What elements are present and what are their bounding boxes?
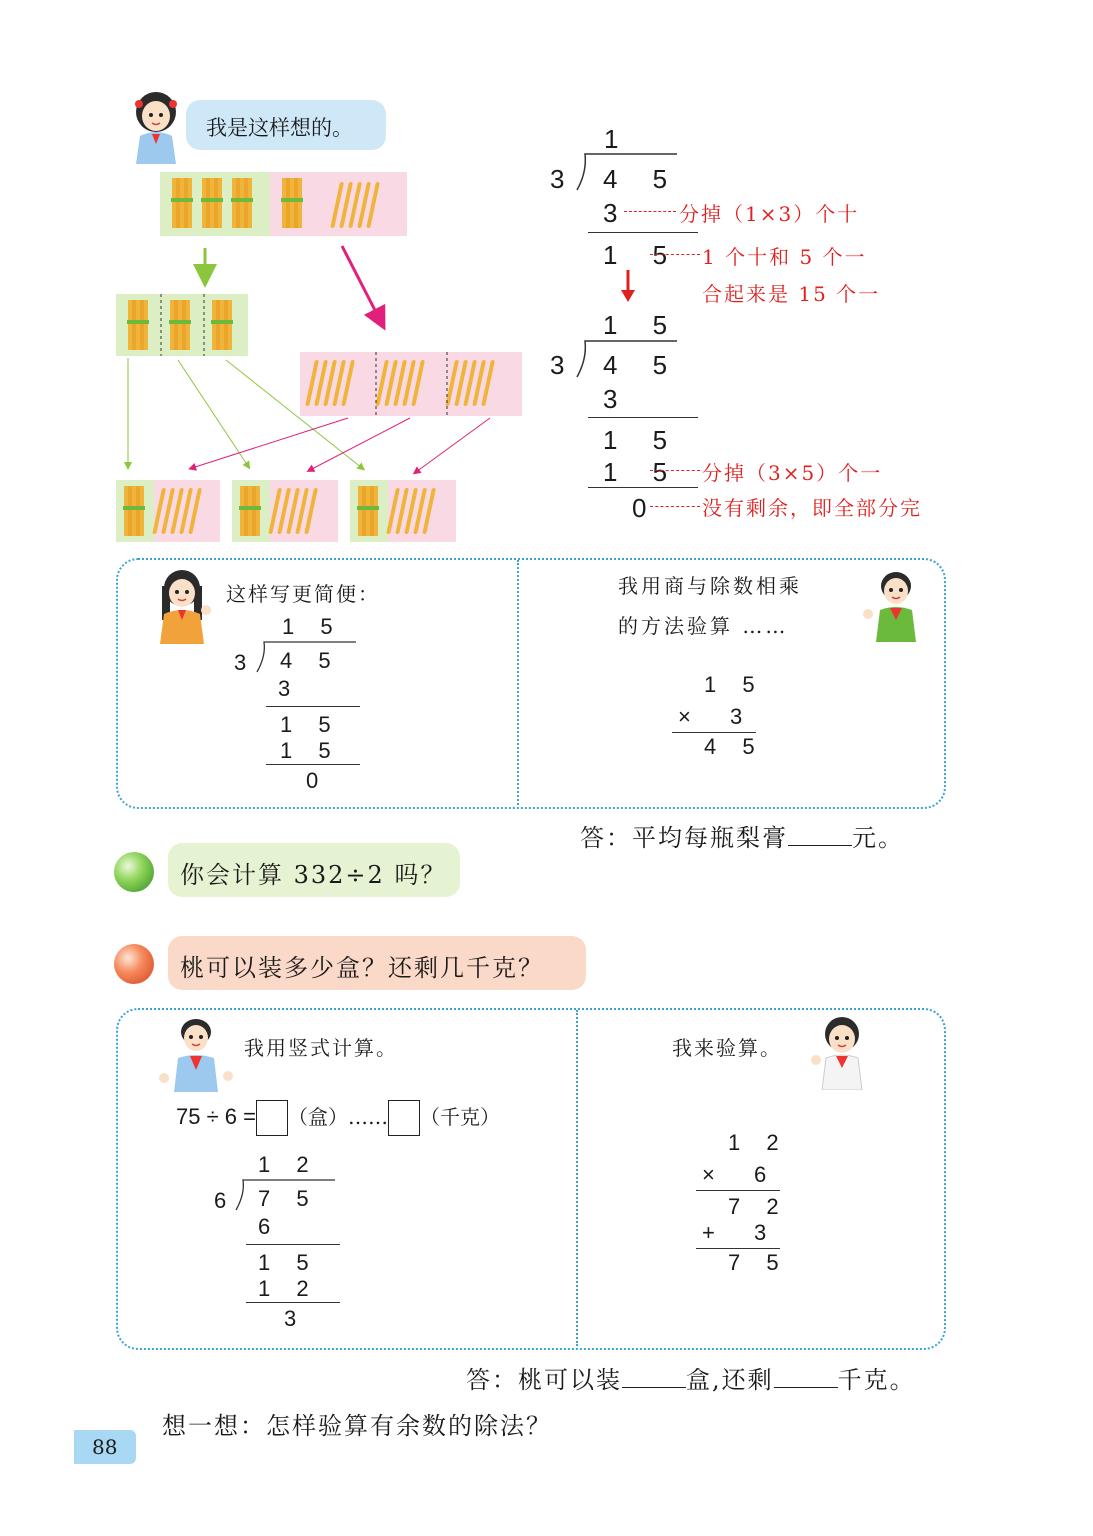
speech-bubble-top — [186, 100, 386, 150]
subtract-2: 1 2 — [258, 1276, 319, 1301]
note-5: 没有剩余，即全部分完 — [702, 496, 922, 520]
unit-boxes: （盒）…… — [287, 1104, 388, 1129]
question-2-text: 桃可以装多少盒？还剩几千克？ — [180, 954, 544, 982]
note-1: 分掉（1×3）个十 — [679, 202, 860, 226]
divisor: 6 — [214, 1188, 237, 1213]
sticks-diagram — [110, 168, 530, 548]
subtract-2: 1 5 — [603, 457, 682, 487]
subtract-1: 3 — [603, 198, 632, 228]
remainder-2: 0 — [632, 493, 661, 523]
factor-2: 6 — [754, 1162, 777, 1187]
subtract-1: 6 — [258, 1214, 281, 1239]
dividend: 7 5 — [258, 1186, 319, 1211]
divisor: 3 — [550, 164, 579, 194]
orange-ball-icon — [114, 944, 154, 984]
quotient-digit: 1 — [604, 124, 633, 154]
dividend: 4 5 — [603, 350, 682, 380]
girl-avatar-top — [128, 88, 184, 164]
plus-sign: + — [702, 1220, 725, 1245]
dividend: 4 5 — [603, 164, 682, 194]
subtract-1: 3 — [278, 676, 301, 701]
answer-1-prefix: 答：平均每瓶梨膏 — [580, 824, 788, 852]
total: 7 5 — [728, 1250, 789, 1275]
factor-1: 1 2 — [728, 1130, 789, 1155]
product: 4 5 — [704, 734, 765, 759]
green-ball-icon — [114, 852, 154, 892]
answer-2-blank-kg[interactable] — [774, 1363, 838, 1388]
panel1-right-text-2: 的方法验算 …… — [618, 614, 789, 638]
panel2-left-text: 我用竖式计算。 — [244, 1036, 398, 1060]
answer-1-blank[interactable] — [788, 821, 852, 846]
answer-2 — [466, 1360, 916, 1395]
answer-2-mid: 盒,还剩 — [686, 1366, 774, 1394]
think-question: 想一想：怎样验算有余数的除法？ — [162, 1412, 552, 1440]
remainder-1: 1 5 — [603, 240, 682, 270]
times-sign: × — [702, 1162, 725, 1187]
divisor: 3 — [550, 350, 579, 380]
note-4: 分掉（3×5）个一 — [702, 461, 883, 485]
divisor: 3 — [234, 650, 257, 675]
question-2-bubble — [168, 936, 586, 990]
quotient-answer-box[interactable] — [256, 1100, 288, 1136]
quotient: 1 5 — [603, 310, 682, 340]
answer-2-prefix: 答：桃可以装 — [466, 1366, 622, 1394]
remainder-1: 1 5 — [280, 712, 341, 737]
times-sign: × — [678, 704, 701, 729]
remainder-1: 1 5 — [258, 1250, 319, 1275]
subtract-1: 3 — [603, 384, 632, 414]
note-3: 合起来是 15 个一 — [702, 282, 881, 306]
girl-avatar-panel2 — [810, 1014, 876, 1090]
remainder-1: 1 5 — [603, 425, 682, 455]
panel1-right-text-1: 我用商与除数相乘 — [618, 574, 802, 598]
boy-avatar-panel1 — [860, 566, 926, 642]
dividend: 4 5 — [280, 648, 341, 673]
factor-1: 1 5 — [704, 672, 765, 697]
subtract-2: 1 5 — [280, 738, 341, 763]
page-number: 88 — [92, 1435, 118, 1459]
note-2: 1 个十和 5 个一 — [702, 245, 867, 269]
question-1-text: 你会计算 332÷2 吗？ — [180, 861, 447, 889]
remainder-2: 0 — [306, 768, 329, 793]
answer-2-blank-boxes[interactable] — [622, 1363, 686, 1388]
boy-avatar-panel2 — [156, 1014, 236, 1092]
remainder-addend: 3 — [754, 1220, 777, 1245]
answer-1-suffix: 元。 — [852, 824, 904, 852]
panel2-right-text: 我来验算。 — [672, 1036, 782, 1060]
quotient: 1 5 — [282, 614, 343, 639]
unit-kg: （千克） — [419, 1104, 500, 1129]
speech-text: 我是这样想的。 — [206, 116, 353, 140]
remainder-2: 3 — [284, 1306, 307, 1331]
down-arrow — [620, 270, 636, 304]
quotient: 1 2 — [258, 1152, 319, 1177]
question-1-bubble — [168, 843, 460, 897]
remainder-answer-box[interactable] — [388, 1100, 420, 1136]
answer-1 — [580, 818, 904, 853]
equation-left: 75 ÷ 6 = — [176, 1103, 256, 1129]
answer-2-suffix: 千克。 — [837, 1366, 916, 1394]
page-number-badge — [74, 1430, 136, 1464]
girl-avatar-panel1 — [150, 566, 216, 644]
equation-75-div-6 — [176, 1100, 500, 1136]
partial-product: 7 2 — [728, 1194, 789, 1219]
factor-2: 3 — [730, 704, 753, 729]
panel1-left-text: 这样写更简便： — [226, 582, 380, 606]
